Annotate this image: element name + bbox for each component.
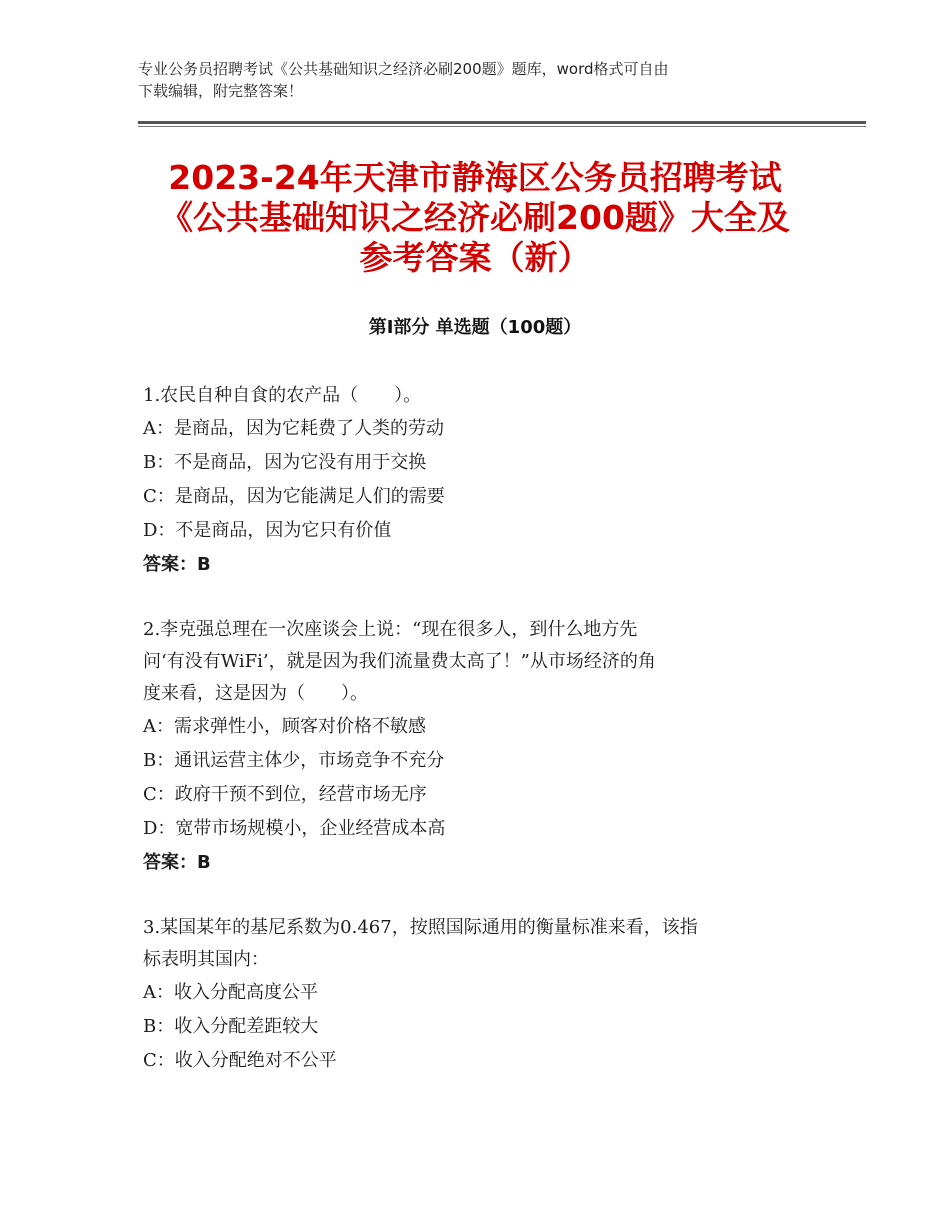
option-a: A：是商品，因为它耗费了人类的劳动 xyxy=(143,418,444,439)
question-1 xyxy=(143,380,823,582)
option-b: B：通讯运营主体少，市场竞争不充分 xyxy=(143,750,445,771)
question-stem-line: 1.农民自种自食的农产品（ ）。 xyxy=(143,385,422,406)
option-b: B：收入分配差距较大 xyxy=(143,1016,319,1037)
option-d: D：宽带市场规模小，企业经营成本高 xyxy=(143,818,446,839)
question-stem xyxy=(143,614,823,710)
question-3 xyxy=(143,912,823,1078)
question-list xyxy=(143,380,823,1110)
header-note-line-2: 下载编辑，附完整答案！ xyxy=(138,82,304,100)
option-a: A：收入分配高度公平 xyxy=(143,982,318,1003)
answer-label: 答案：B xyxy=(143,852,211,873)
header-note xyxy=(138,58,828,102)
question-stem-line: 标表明其国内： xyxy=(143,949,269,970)
question-stem-line: 3.某国某年的基尼系数为0.467，按照国际通用的衡量标准来看，该指 xyxy=(143,917,698,938)
section-heading: 第Ⅰ部分 单选题（100题） xyxy=(368,317,582,338)
header-note-line-1: 专业公务员招聘考试《公共基础知识之经济必刷200题》题库，word格式可自由 xyxy=(138,60,669,78)
question-stem xyxy=(143,380,823,412)
option-c: C：政府干预不到位，经营市场无序 xyxy=(143,784,427,805)
header-divider xyxy=(138,121,866,124)
document-title xyxy=(110,158,840,278)
document-title-line-1: 2023-24年天津市静海区公务员招聘考试 xyxy=(168,158,782,197)
answer-label: 答案：B xyxy=(143,554,211,575)
document-title-line-3: 参考答案（新） xyxy=(359,238,591,277)
option-b: B：不是商品，因为它没有用于交换 xyxy=(143,452,427,473)
option-c: C：收入分配绝对不公平 xyxy=(143,1050,337,1071)
question-stem-line: 2.李克强总理在一次座谈会上说：“现在很多人，到什么地方先 xyxy=(143,619,638,640)
header-divider-thin xyxy=(138,126,866,127)
question-2 xyxy=(143,614,823,880)
question-stem xyxy=(143,912,823,976)
option-a: A：需求弹性小，顾客对价格不敏感 xyxy=(143,716,426,737)
question-stem-line: 度来看，这是因为（ ）。 xyxy=(143,683,368,704)
option-c: C：是商品，因为它能满足人们的需要 xyxy=(143,486,445,507)
option-d: D：不是商品，因为它只有价值 xyxy=(143,520,392,541)
question-stem-line: 问‘有没有WiFi’，就是因为我们流量费太高了！”从市场经济的角 xyxy=(143,651,656,672)
document-title-line-2: 《公共基础知识之经济必刷200题》大全及 xyxy=(160,198,790,237)
